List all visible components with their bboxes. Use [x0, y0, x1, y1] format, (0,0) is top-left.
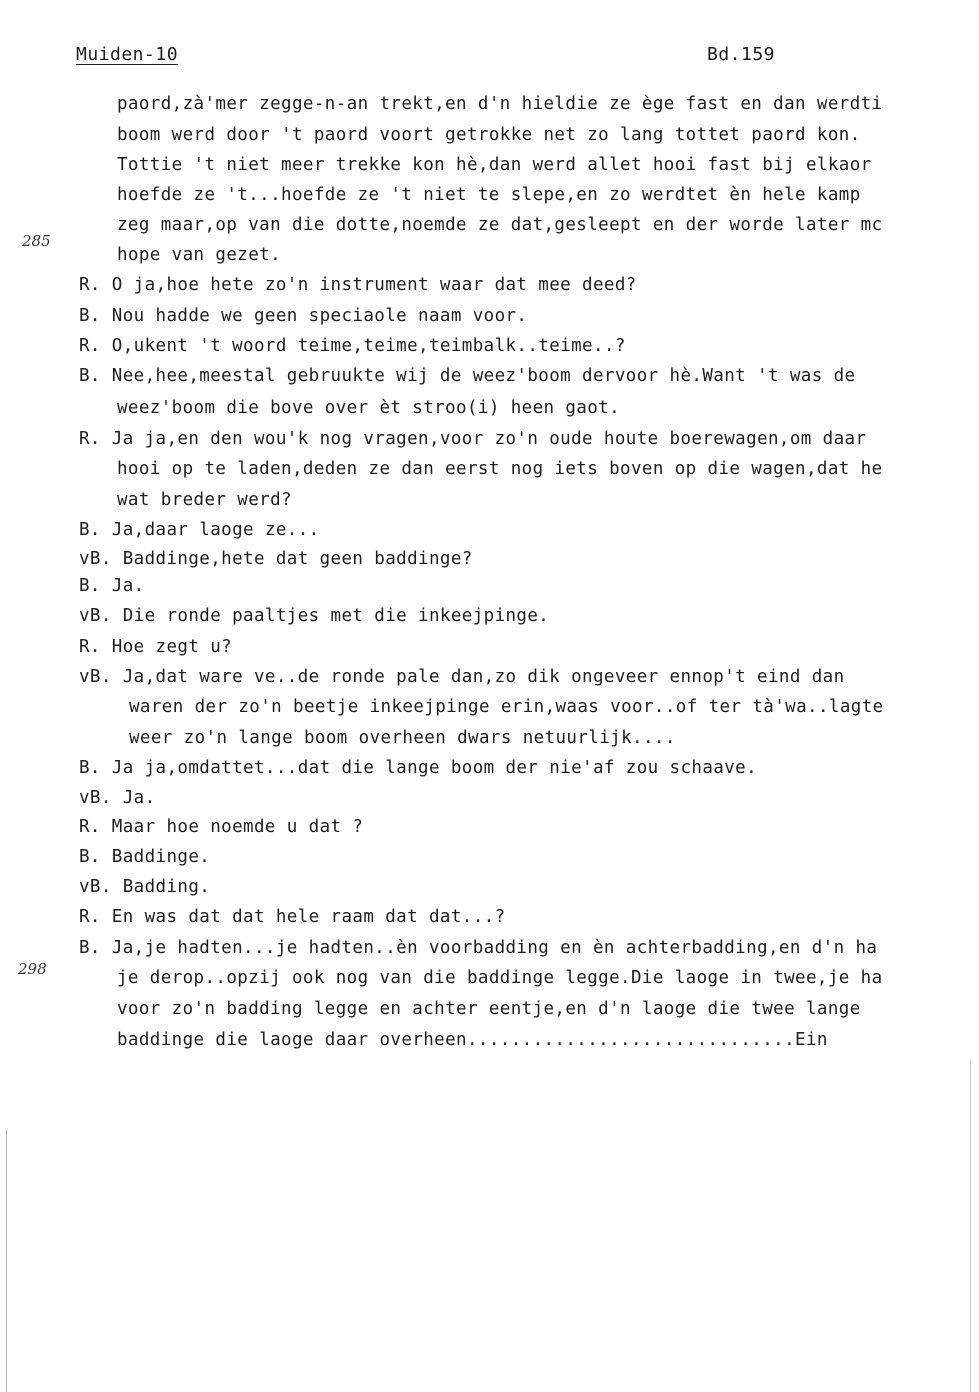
text-line: voor zo'n badding legge en achter eentje,en d'n laoge die twee lange	[117, 999, 861, 1019]
text-line: je derop..opzij ook nog van die baddinge legge.Die laoge in twee,je ha	[117, 968, 883, 988]
text-line: zeg maar,op van die dotte,noemde ze dat,gesleept en der worde later mc	[117, 215, 883, 235]
dialogue-line: R. O ja,hoe hete zo'n instrument waar dat mee deed?	[79, 275, 637, 295]
text-line: weez'boom die bove over èt stroo(i) heen gaot.	[117, 398, 621, 418]
dialogue-line: B. Ja.	[79, 576, 145, 596]
margin-note: 285	[22, 232, 51, 250]
text-line: hooi op te laden,deden ze dan eerst nog iets boven op die wagen,dat he	[117, 459, 883, 479]
document-id: Muiden-10	[76, 44, 179, 65]
text-line: hoefde ze 't...hoefde ze 't niet te slepe,en zo werdtet èn hele kamp	[117, 185, 861, 205]
volume-page-number: Bd.159	[707, 44, 776, 65]
dialogue-line: R. Ja ja,en den wou'k nog vragen,voor zo'n oude houte boerewagen,om daar	[79, 429, 867, 449]
dialogue-line: vB. Baddinge,hete dat geen baddinge?	[79, 549, 473, 569]
text-line: baddinge die laoge daar overheen..............................Ein	[117, 1030, 828, 1050]
dialogue-line: B. Baddinge.	[79, 847, 211, 867]
dialogue-line: B. Ja,je hadten...je hadten..èn voorbadding en èn achterbadding,en d'n ha	[79, 938, 878, 958]
text-line: weer zo'n lange boom overheen dwars netuurlijk....	[129, 728, 676, 748]
text-line: Tottie 't niet meer trekke kon hè,dan werd allet hooi fast bij elkaor	[117, 155, 872, 175]
dialogue-line: R. O,ukent 't woord teime,teime,teimbalk..teime..?	[79, 336, 626, 356]
text-line: paord,zà'mer zegge-n-an trekt,en d'n hieldie ze ège fast en dan werdti	[117, 94, 883, 114]
margin-note: 298	[18, 960, 47, 978]
dialogue-line: vB. Badding.	[79, 877, 211, 897]
scan-edge-line	[6, 1130, 7, 1392]
dialogue-line: R. Hoe zegt u?	[79, 637, 233, 657]
dialogue-line: vB. Die ronde paaltjes met die inkeejpinge.	[79, 606, 550, 626]
dialogue-line: B. Ja ja,omdattet...dat die lange boom der nie'af zou schaave.	[79, 758, 758, 778]
dialogue-line: vB. Ja.	[79, 788, 156, 808]
dialogue-line: B. Nou hadde we geen speciaole naam voor.	[79, 306, 528, 326]
text-line: hope van gezet.	[117, 245, 282, 265]
dialogue-line: B. Nee,hee,meestal gebruukte wij de weez'boom dervoor hè.Want 't was de	[79, 366, 856, 386]
dialogue-line: R. En was dat dat hele raam dat dat...?	[79, 907, 506, 927]
dialogue-line: R. Maar hoe noemde u dat ?	[79, 817, 364, 837]
scan-edge-line	[970, 1060, 971, 1392]
text-line: wat breder werd?	[117, 490, 292, 510]
text-line: boom werd door 't paord voort getrokke net zo lang tottet paord kon.	[117, 125, 861, 145]
text-line: waren der zo'n beetje inkeejpinge erin,waas voor..of ter tà'wa..lagte	[129, 697, 884, 717]
dialogue-line: B. Ja,daar laoge ze...	[79, 520, 320, 540]
dialogue-line: vB. Ja,dat ware ve..de ronde pale dan,zo dik ongeveer ennop't eind dan	[79, 667, 845, 687]
